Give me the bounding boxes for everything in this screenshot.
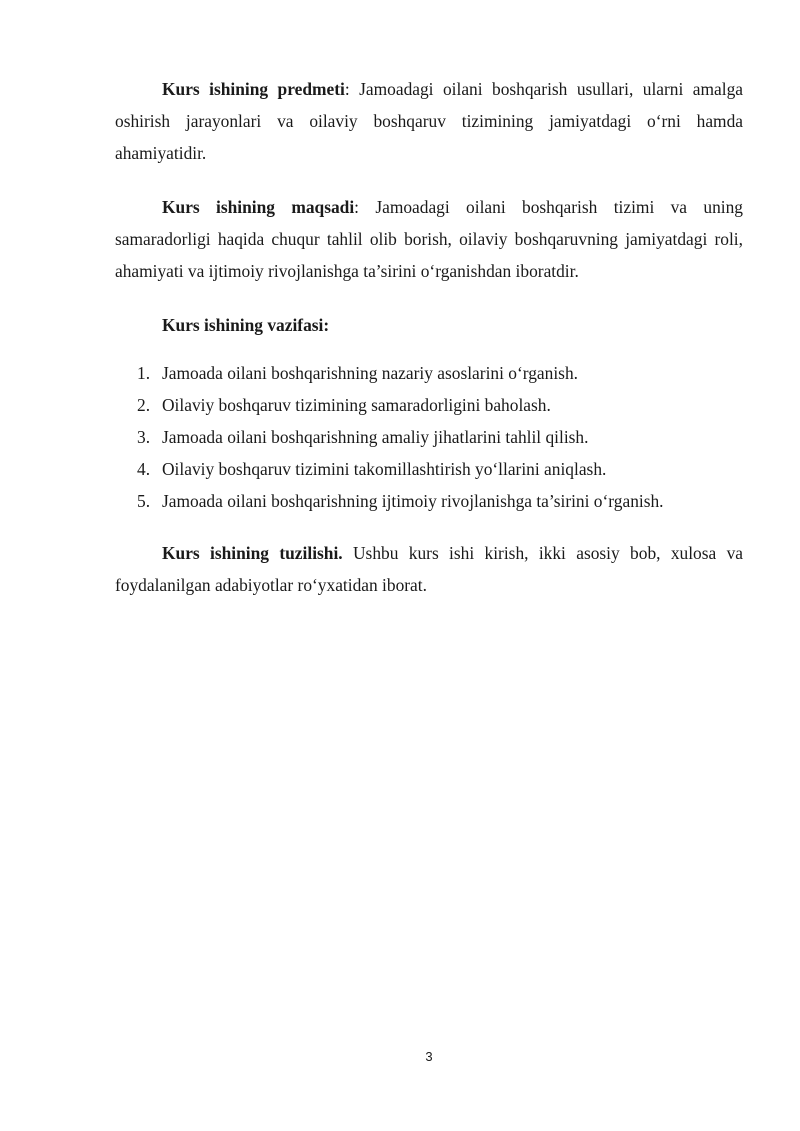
maqsadi-label: Kurs ishining maqsadi xyxy=(162,197,355,217)
list-item xyxy=(115,389,743,421)
list-item-number: 4. xyxy=(137,459,151,479)
list-item-number: 5. xyxy=(137,491,151,511)
tasks-list xyxy=(115,357,743,517)
list-item xyxy=(115,453,743,485)
list-item-text: Jamoada oilani boshqarishning nazariy asoslarini o‘rganish. xyxy=(162,363,578,383)
list-item-text: Jamoada oilani boshqarishning amaliy jihatlarini tahlil qilish. xyxy=(162,427,589,447)
predmeti-label: Kurs ishining predmeti xyxy=(162,79,345,99)
paragraph-tuzilishi xyxy=(115,537,743,601)
list-item-text: Oilaviy boshqaruv tizimining samaradorligini baholash. xyxy=(162,395,551,415)
tuzilishi-label: Kurs ishining tuzilishi. xyxy=(162,543,343,563)
document-page xyxy=(115,73,743,623)
list-item-number: 2. xyxy=(137,395,151,415)
list-item xyxy=(115,357,743,389)
list-item xyxy=(115,485,743,517)
list-item xyxy=(115,421,743,453)
paragraph-maqsadi xyxy=(115,191,743,287)
list-item-number: 3. xyxy=(137,427,151,447)
vazifasi-heading: Kurs ishining vazifasi: xyxy=(162,315,330,335)
tuzilishi-text: Ushbu kurs ishi kirish, ikki asosiy bob, xulosa va foydalanilgan adabiyotlar ro‘yxatidan iborat. xyxy=(115,543,743,595)
page-number: 3 xyxy=(425,1049,433,1064)
paragraph-predmeti xyxy=(115,73,743,169)
maqsadi-text: : Jamoadagi oilani boshqarish tizimi va uning samaradorligi haqida chuqur tahlil olib borish, oilaviy boshqaruvning jamiyatdagi roli, ahamiyati va ijtimoiy rivojlanishga ta’sirini o‘rganishdan iboratdir. xyxy=(115,197,743,281)
list-item-text: Oilaviy boshqaruv tizimini takomillashtirish yo‘llarini aniqlash. xyxy=(162,459,607,479)
list-item-number: 1. xyxy=(137,363,151,383)
list-item-text: Jamoada oilani boshqarishning ijtimoiy rivojlanishga ta’sirini o‘rganish. xyxy=(162,491,664,511)
predmeti-text: : Jamoadagi oilani boshqarish usullari, ularni amalga oshirish jarayonlari va oilaviy boshqaruv tizimining jamiyatdagi o‘rni hamda ahamiyatidir. xyxy=(115,79,743,163)
